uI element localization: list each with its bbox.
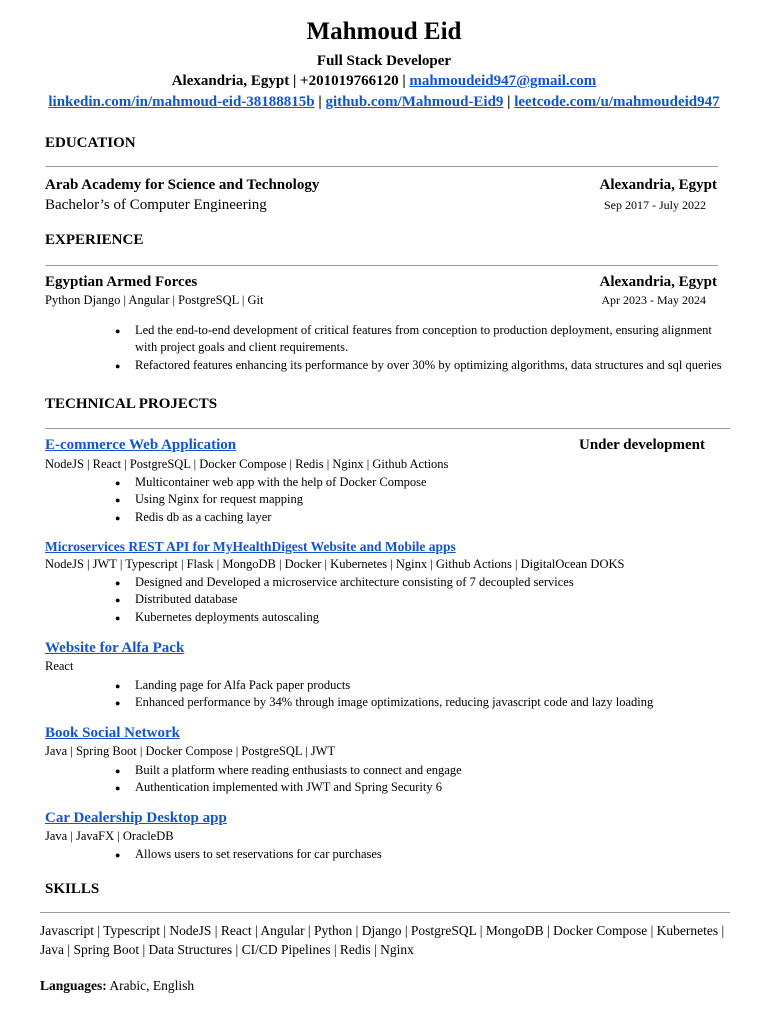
- employer-location: Alexandria, Egypt: [599, 274, 717, 290]
- list-item: ● Allows users to set reservations for car purchases: [135, 846, 382, 863]
- project-tech: React: [45, 659, 74, 673]
- project-title-book-social[interactable]: Book Social Network: [45, 725, 180, 741]
- link-separator: |: [507, 94, 511, 110]
- project-title-ecommerce[interactable]: E-commerce Web Application: [45, 437, 237, 453]
- list-item: ● Using Nginx for request mapping: [135, 491, 427, 508]
- project-bullets: [135, 846, 382, 863]
- location-phone: Alexandria, Egypt | +201019766120 |: [171, 73, 406, 89]
- school-name: Arab Academy for Science and Technology: [45, 177, 320, 193]
- list-item: ● Refactored features enhancing its performance by over 30% by optimizing algorithms, data structures and sql queries: [135, 357, 727, 374]
- project-tech: Java | Spring Boot | Docker Compose | PostgreSQL | JWT: [45, 744, 336, 758]
- list-item: ● Multicontainer web app with the help of Docker Compose: [135, 474, 427, 491]
- languages-value: Arabic, English: [109, 978, 195, 993]
- experience-heading: EXPERIENCE: [45, 232, 144, 248]
- list-item: ● Landing page for Alfa Pack paper products: [135, 677, 653, 694]
- github-link[interactable]: github.com/Mahmoud-Eid9: [325, 94, 504, 110]
- list-item: ● Built a platform where reading enthusiasts to connect and engage: [135, 762, 462, 779]
- experience-row: [45, 274, 717, 291]
- education-dates: Sep 2017 - July 2022: [604, 198, 706, 212]
- project-bullets: [135, 574, 574, 626]
- skills-list: Javascript | Typescript | NodeJS | React | Angular | Python | Django | PostgreSQL | MongoDB | Docker Compose | Kubernetes | Java | Spring Boot | Data Structures | CI/CD Pipelines | Redis | Nginx: [40, 923, 725, 957]
- list-item: ● Kubernetes deployments autoscaling: [135, 609, 574, 626]
- project-bullets: [135, 677, 653, 712]
- section-divider: [45, 166, 718, 167]
- list-item: ● Distributed database: [135, 591, 574, 608]
- projects-heading: TECHNICAL PROJECTS: [45, 396, 218, 412]
- section-divider: [40, 912, 730, 913]
- link-separator: |: [318, 94, 322, 110]
- project-bullets: [135, 474, 427, 526]
- skills-heading: SKILLS: [45, 881, 100, 897]
- contact-line: [0, 73, 768, 90]
- languages-line: [40, 978, 194, 994]
- project-status: Under development: [579, 437, 705, 453]
- project-bullets: [135, 762, 462, 797]
- degree-row: [45, 197, 717, 214]
- project-tech: NodeJS | React | PostgreSQL | Docker Compose | Redis | Nginx | Github Actions: [45, 457, 449, 471]
- linkedin-link[interactable]: linkedin.com/in/mahmoud-eid-38188815b: [48, 94, 315, 110]
- list-item: ● Enhanced performance by 34% through image optimizations, reducing javascript code and lazy loading: [135, 694, 653, 711]
- experience-bullets: [135, 322, 727, 374]
- experience-tech-row: [45, 293, 717, 308]
- profile-links: [0, 94, 768, 111]
- school-location: Alexandria, Egypt: [599, 177, 717, 193]
- list-item: ● Led the end-to-end development of critical features from conception to production deployment, ensuring alignment with project goals and client requirements.: [135, 322, 727, 357]
- languages-label: Languages:: [40, 978, 107, 993]
- leetcode-link[interactable]: leetcode.com/u/mahmoudeid947: [514, 94, 720, 110]
- education-row: [45, 177, 717, 194]
- section-divider: [45, 428, 730, 429]
- experience-dates: Apr 2023 - May 2024: [601, 293, 706, 307]
- project-title-car-dealership[interactable]: Car Dealership Desktop app: [45, 810, 227, 826]
- education-heading: EDUCATION: [45, 135, 136, 151]
- project-tech: Java | JavaFX | OracleDB: [45, 829, 174, 843]
- project-tech: NodeJS | JWT | Typescript | Flask | MongoDB | Docker | Kubernetes | Nginx | Github Actions | DigitalOcean DOKS: [45, 557, 625, 571]
- job-title: Full Stack Developer: [316, 53, 452, 69]
- experience-tech: Python Django | Angular | PostgreSQL | Git: [45, 293, 264, 307]
- candidate-name: Mahmoud Eid: [306, 18, 462, 45]
- list-item: ● Designed and Developed a microservice architecture consisting of 7 decoupled services: [135, 574, 574, 591]
- list-item: ● Authentication implemented with JWT and Spring Security 6: [135, 779, 462, 796]
- email-link[interactable]: mahmoudeid947@gmail.com: [409, 73, 597, 89]
- project-title-alfa-pack[interactable]: Website for Alfa Pack: [45, 640, 185, 656]
- project-title-microservices[interactable]: Microservices REST API for MyHealthDigest Website and Mobile apps: [45, 539, 456, 554]
- employer-name: Egyptian Armed Forces: [45, 274, 198, 290]
- degree: Bachelor’s of Computer Engineering: [45, 197, 267, 213]
- list-item: ● Redis db as a caching layer: [135, 509, 427, 526]
- section-divider: [45, 265, 718, 266]
